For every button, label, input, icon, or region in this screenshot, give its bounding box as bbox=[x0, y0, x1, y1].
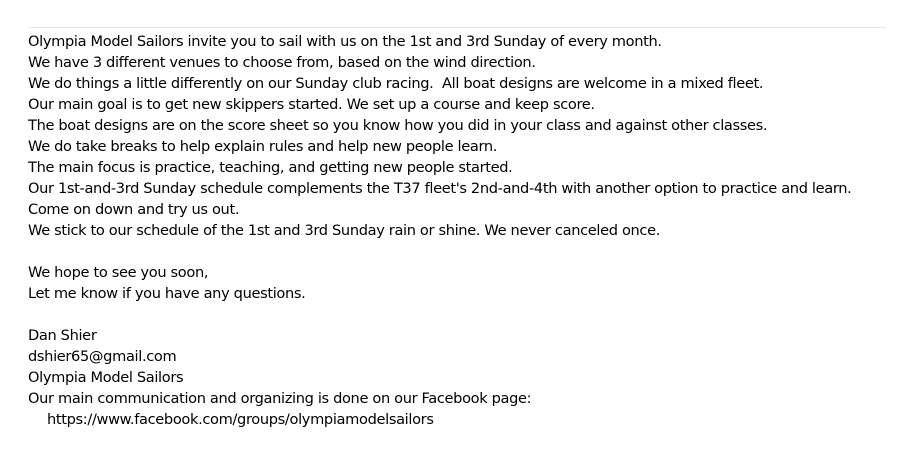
text-line: The boat designs are on the score sheet so you know how you did in your class and against other classes. bbox=[28, 117, 768, 134]
signature-email[interactable]: dshier65@gmail.com bbox=[28, 348, 177, 365]
invite-paragraph bbox=[28, 31, 894, 241]
signature-organization: Olympia Model Sailors bbox=[28, 369, 184, 386]
text-line: Come on down and try us out. bbox=[28, 201, 240, 218]
signature-block bbox=[28, 325, 894, 430]
text-line: Let me know if you have any questions. bbox=[28, 285, 306, 302]
text-line: Olympia Model Sailors invite you to sail with us on the 1st and 3rd Sunday of every month. bbox=[28, 33, 662, 50]
text-line: We stick to our schedule of the 1st and 3rd Sunday rain or shine. We never canceled once. bbox=[28, 222, 661, 239]
spacer bbox=[28, 241, 894, 262]
signature-name: Dan Shier bbox=[28, 327, 97, 344]
text-line: Our 1st-and-3rd Sunday schedule complements the T37 fleet's 2nd-and-4th with another option to practice and learn. bbox=[28, 180, 852, 197]
top-divider bbox=[28, 27, 886, 28]
closing-paragraph bbox=[28, 262, 894, 304]
text-line: Our main goal is to get new skippers started. We set up a course and keep score. bbox=[28, 96, 595, 113]
message-body bbox=[28, 31, 894, 430]
text-line: We do take breaks to help explain rules and help new people learn. bbox=[28, 138, 498, 155]
text-line: We hope to see you soon, bbox=[28, 264, 209, 281]
text-line: We have 3 different venues to choose from, based on the wind direction. bbox=[28, 54, 536, 71]
spacer bbox=[28, 304, 894, 325]
text-line: The main focus is practice, teaching, and getting new people started. bbox=[28, 159, 513, 176]
text-line: We do things a little differently on our Sunday club racing. All boat designs are welcome in a mixed fleet. bbox=[28, 75, 764, 92]
facebook-link[interactable]: https://www.facebook.com/groups/olympiamodelsailors bbox=[47, 411, 434, 428]
facebook-note: Our main communication and organizing is done on our Facebook page: bbox=[28, 390, 532, 407]
